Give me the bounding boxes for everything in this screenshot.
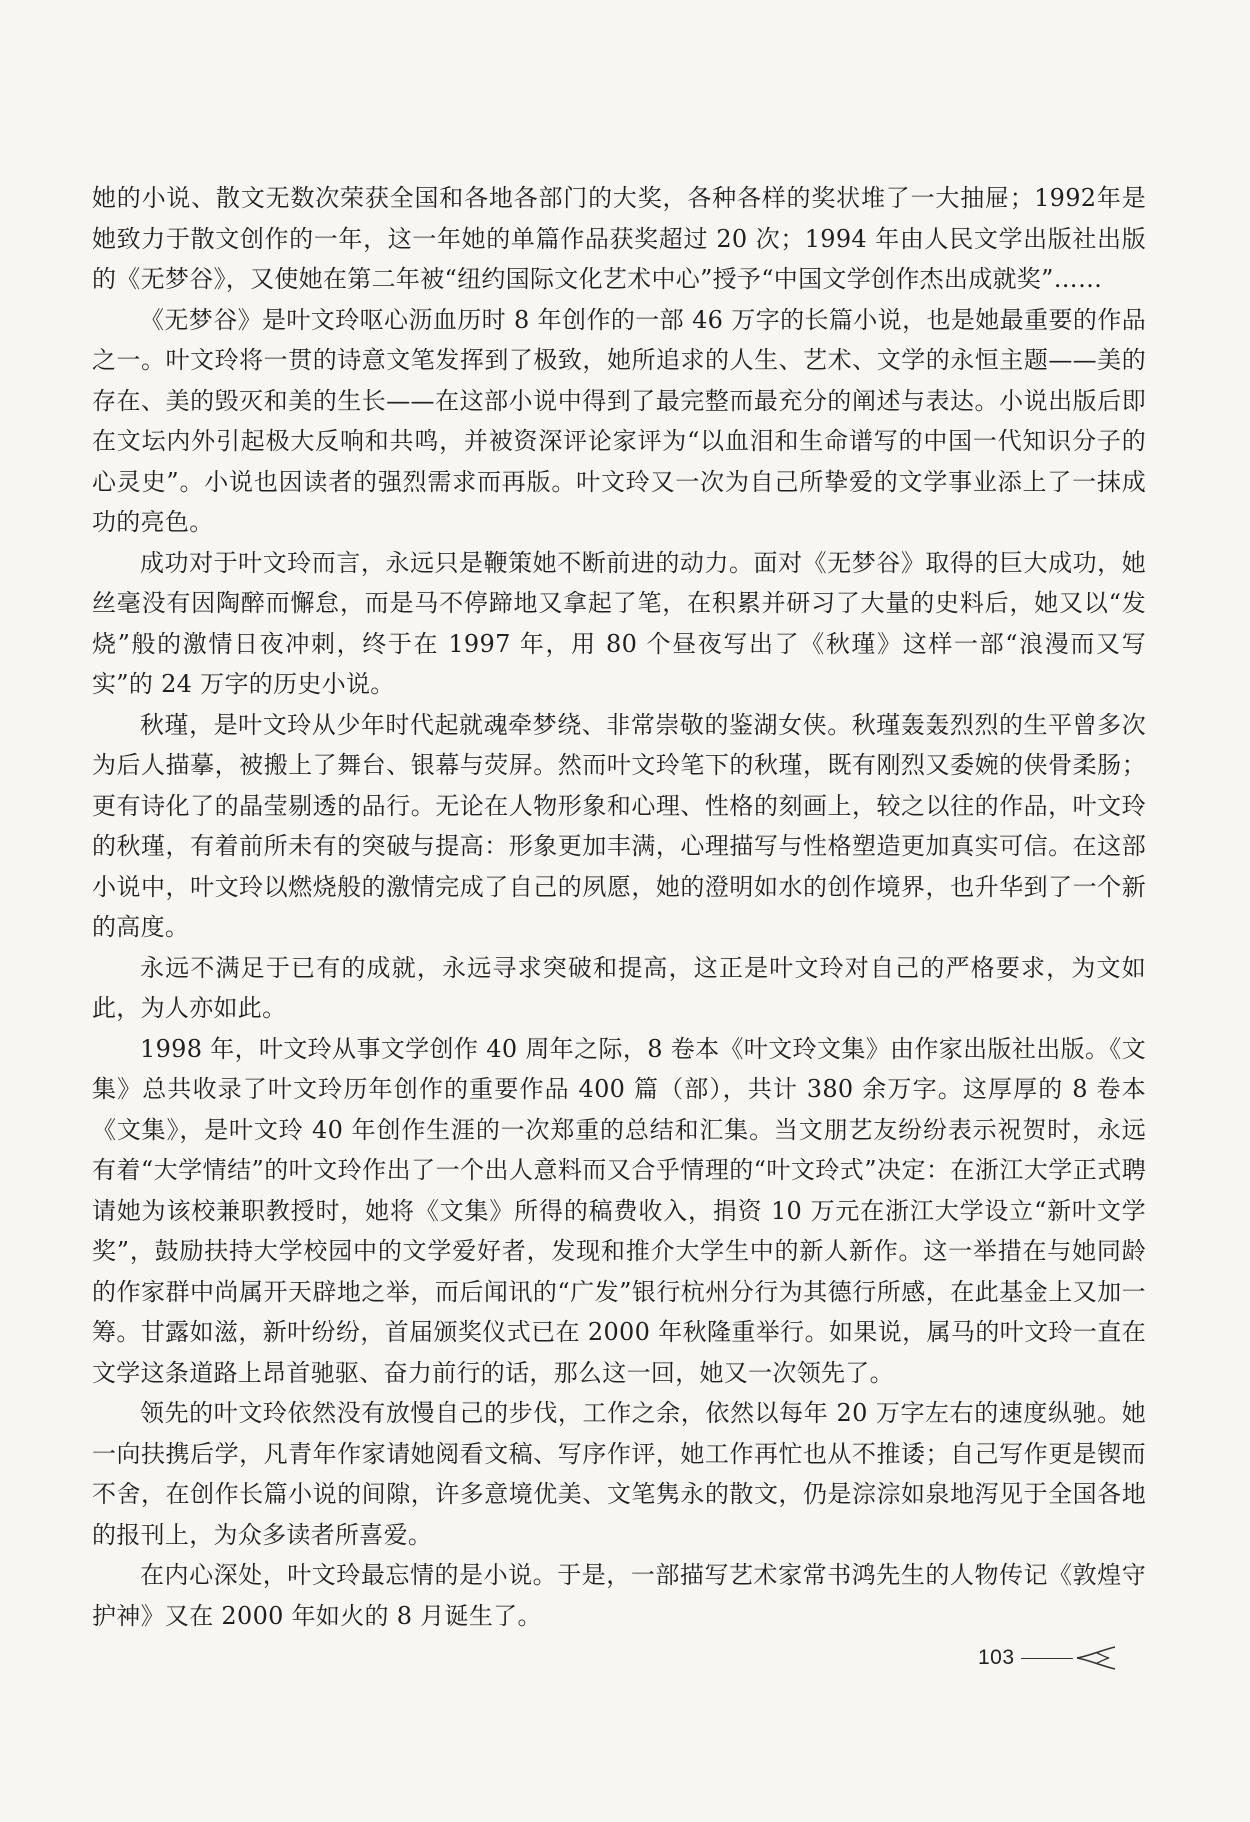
scissor-icon [1075,1645,1119,1671]
body-text [92,178,1146,1636]
paragraph-5: 永远不满足于已有的成就，永远寻求突破和提高，这正是叶文玲对自己的严格要求，为文如此，为人亦如此。 [92,953,1146,1022]
paragraph-3: 成功对于叶文玲而言，永远只是鞭策她不断前进的动力。面对《无梦谷》取得的巨大成功，她丝毫没有因陶醉而懈怠，而是马不停蹄地又拿起了笔，在积累并研习了大量的史料后，她又以“发烧”般的激情日夜冲刺，终于在 1997 年，用 80 个昼夜写出了《秋瑾》这样一部“浪漫而又写实”的 24 万字的历史小说。 [92,548,1146,698]
paragraph-2: 《无梦谷》是叶文玲呕心沥血历时 8 年创作的一部 46 万字的长篇小说，也是她最重要的作品之一。叶文玲将一贯的诗意文笔发挥到了极致，她所追求的人生、艺术、文学的永恒主题——美的存在、美的毁灭和美的生长——在这部小说中得到了最完整而最充分的阐述与表达。小说出版后即在文坛内外引起极大反响和共鸣，并被资深评论家评为“以血泪和生命谱写的中国一代知识分子的心灵史”。小说也因读者的强烈需求而再版。叶文玲又一次为自己所挚爱的文学事业添上了一抹成功的亮色。 [92,305,1146,536]
paragraph-4: 秋瑾，是叶文玲从少年时代起就魂牵梦绕、非常崇敬的鉴湖女侠。秋瑾轰轰烈烈的生平曾多次为后人描摹，被搬上了舞台、银幕与荧屏。然而叶文玲笔下的秋瑾，既有刚烈又委婉的侠骨柔肠；更有诗化了的晶莹剔透的品行。无论在人物形象和心理、性格的刻画上，较之以往的作品，叶文玲的秋瑾，有着前所未有的突破与提高：形象更加丰满，心理描写与性格塑造更加真实可信。在这部小说中，叶文玲以燃烧般的激情完成了自己的夙愿，她的澄明如水的创作境界，也升华到了一个新的高度。 [92,710,1146,941]
paragraph-8: 在内心深处，叶文玲最忘情的是小说。于是，一部描写艺术家常书鸿先生的人物传记《敦煌守护神》又在 2000 年如火的 8 月诞生了。 [92,1561,1146,1630]
paragraph-1: 她的小说、散文无数次荣获全国和各地各部门的大奖，各种各样的奖状堆了一大抽屉；1992年是她致力于散文创作的一年，这一年她的单篇作品获奖超过 20 次；1994 年由人民文学出版社出版的《无梦谷》，又使她在第二年被“纽约国际文化艺术中心”授予“中国文学创作杰出成就奖”…… [92,184,1146,293]
paragraph-7: 领先的叶文玲依然没有放慢自己的步伐，工作之余，依然以每年 20 万字左右的速度纵驰。她一向扶携后学，凡青年作家请她阅看文稿、写序作评，她工作再忙也从不推诿；自己写作更是锲而不舍，在创作长篇小说的间隙，许多意境优美、文笔隽永的散文，仍是淙淙如泉地泻见于全国各地的报刊上，为众多读者所喜爱。 [92,1399,1146,1549]
page-footer [978,1643,1119,1673]
page-number: 103 [978,1646,1015,1669]
paragraph-6: 1998 年，叶文玲从事文学创作 40 周年之际，8 卷本《叶文玲文集》由作家出版社出版。《文集》总共收录了叶文玲历年创作的重要作品 400 篇（部），共计 380 余万字。这厚厚的 8 卷本《文集》，是叶文玲 40 年创作生涯的一次郑重的总结和汇集。当文朋艺友纷纷表示祝贺时，永远有着“大学情结”的叶文玲作出了一个出人意料而又合乎情理的“叶文玲式”决定：在浙江大学正式聘请她为该校兼职教授时，她将《文集》所得的稿费收入，捐资 10 万元在浙江大学设立“新叶文学奖”，鼓励扶持大学校园中的文学爱好者，发现和推介大学生中的新人新作。这一举措在与她同龄的作家群中尚属开天辟地之举，而后闻讯的“广发”银行杭州分行为其德行所感，在此基金上又加一筹。甘露如滋，新叶纷纷，首届颁奖仪式已在 2000 年秋隆重举行。如果说，属马的叶文玲一直在文学这条道路上昂首驰驱、奋力前行的话，那么这一回，她又一次领先了。 [92,1034,1146,1387]
footer-rule [1021,1658,1073,1659]
